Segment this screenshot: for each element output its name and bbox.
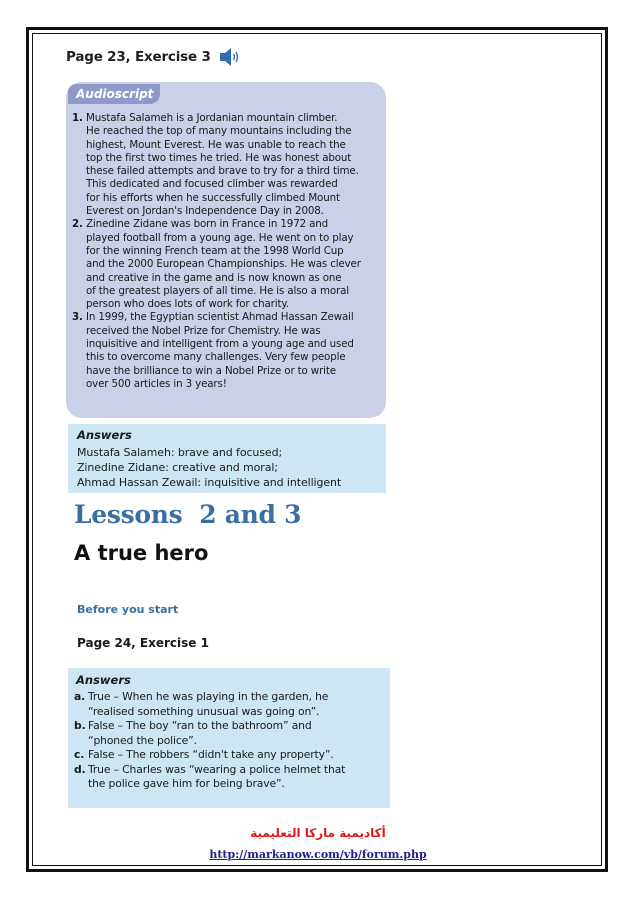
exercise-heading-text: Page 23, Exercise 3 — [66, 49, 211, 65]
footer-arabic-title: أكاديمية ماركا التعليمية — [250, 826, 386, 840]
item-letter: b. — [74, 719, 86, 732]
answer-line: Zinedine Zidane: creative and moral; — [77, 461, 278, 474]
line: received the Nobel Prize for Chemistry. He was — [86, 324, 321, 337]
lessons-title: Lessons 2 and 3 — [74, 500, 302, 529]
answer-line: Mustafa Salameh: brave and focused; — [77, 446, 283, 459]
item-number: 2. — [72, 218, 83, 231]
answers-title: Answers — [76, 673, 131, 687]
answers-title: Answers — [77, 428, 132, 442]
audioscript-label: Audioscript — [68, 84, 160, 104]
line: for his efforts when he successfully climbed Mount — [86, 191, 340, 204]
line: True – When he was playing in the garden, he — [88, 690, 329, 703]
line: Mustafa Salameh is a Jordanian mountain climber. — [86, 112, 338, 124]
line: for the winning French team at the 1998 World Cup — [86, 244, 344, 257]
line: This dedicated and focused climber was rewarded — [86, 178, 338, 191]
line: of the greatest players of all time. He is also a moral — [86, 284, 349, 297]
answers-box-2 — [68, 668, 390, 808]
answers-lines — [77, 445, 341, 490]
line: inquisitive and intelligent from a young age and used — [86, 338, 354, 351]
audioscript-list — [72, 112, 382, 391]
line: “realised something unusual was going on”. — [88, 704, 320, 718]
line: and the 2000 European Championships. He was clever — [86, 258, 361, 271]
lesson-subtitle: A true hero — [74, 541, 209, 565]
answer-item — [74, 748, 384, 763]
line: He reached the top of many mountains including the — [86, 125, 352, 138]
speaker-icon[interactable] — [219, 47, 241, 67]
answer-item — [74, 763, 384, 792]
line: “phoned the police”. — [88, 733, 197, 747]
answer-item — [74, 690, 384, 719]
line: and creative in the game and is now known as one — [86, 271, 342, 284]
line: these failed attempts and brave to try for a third time. — [86, 165, 359, 178]
line: have the brilliance to win a Nobel Prize or to write — [86, 364, 336, 377]
answers-box-1 — [68, 424, 386, 493]
line: top the first two times he tried. He was honest about — [86, 151, 352, 164]
answers-list — [74, 690, 384, 792]
audioscript-item — [72, 311, 382, 391]
item-letter: d. — [74, 762, 86, 776]
exercise2-heading: Page 24, Exercise 1 — [77, 636, 209, 650]
item-letter: a. — [74, 690, 86, 703]
line: the police gave him for being brave”. — [88, 777, 285, 790]
line: over 500 articles in 3 years! — [86, 377, 227, 390]
line: In 1999, the Egyptian scientist Ahmad Hassan Zewail — [86, 311, 354, 324]
line: Everest on Jordan's Independence Day in 2008. — [86, 205, 324, 218]
line: True – Charles was “wearing a police helmet that — [88, 762, 346, 776]
item-number: 1. — [72, 112, 83, 124]
item-number: 3. — [72, 311, 83, 324]
line: person who does lots of work for charity. — [86, 298, 289, 311]
line: False – The boy “ran to the bathroom” and — [88, 719, 312, 732]
footer-link[interactable]: http://markanow.com/vb/forum.php — [209, 848, 427, 861]
answer-item — [74, 719, 384, 748]
before-you-start-heading: Before you start — [77, 603, 179, 616]
line: played football from a young age. He went on to play — [86, 231, 354, 244]
answer-line: Ahmad Hassan Zewail: inquisitive and intelligent — [77, 476, 342, 489]
line: highest, Mount Everest. He was unable to reach the — [86, 138, 346, 151]
line: Zinedine Zidane was born in France in 1972 and — [86, 218, 329, 231]
item-letter: c. — [74, 748, 85, 761]
line: this to overcome many challenges. Very few people — [86, 351, 346, 364]
audioscript-item — [72, 218, 382, 311]
exercise-heading — [66, 47, 241, 67]
audioscript-item — [72, 112, 382, 218]
line: False – The robbers “didn't take any property”. — [88, 748, 334, 761]
